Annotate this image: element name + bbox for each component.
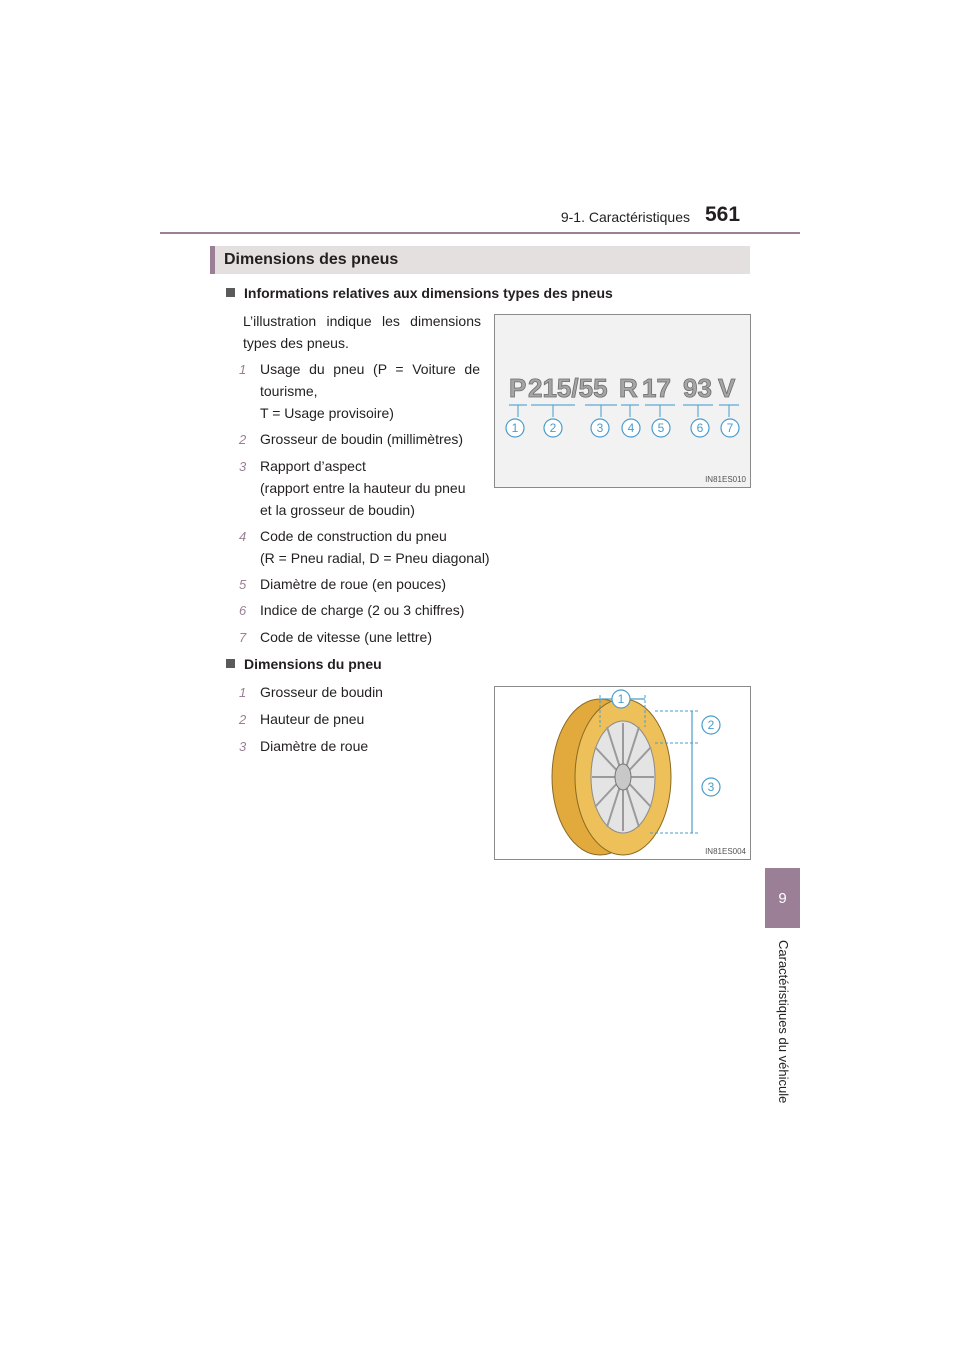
item-number: 4 [239, 529, 247, 544]
item-number: 3 [239, 739, 247, 754]
list-item [260, 626, 432, 648]
figure-tire-dimensions [494, 686, 751, 860]
tire-dimensions-diagram [495, 687, 750, 859]
list-item [260, 573, 446, 595]
square-bullet-icon [226, 659, 235, 668]
item-number: 2 [239, 712, 247, 727]
running-header-section: 9-1. Caractéristiques [560, 209, 690, 225]
list-item: Hauteur de pneu [260, 711, 365, 727]
callout-2: 2 [707, 718, 715, 732]
item-number: 1 [239, 362, 247, 377]
size-rim: 17 [642, 373, 671, 403]
item-number: 5 [239, 577, 247, 592]
list-item-line: T = Usage provisoire) [260, 405, 394, 421]
callout-6: 6 [696, 421, 704, 435]
subheading-tire-size-info [226, 285, 613, 301]
list-item [260, 455, 465, 521]
intro-line: types des pneus. [243, 335, 349, 351]
tire-size-diagram [495, 315, 750, 487]
callout-1: 1 [617, 692, 625, 706]
callout-4: 4 [627, 421, 635, 435]
size-letter-p: P [509, 373, 527, 403]
list-item [260, 599, 464, 621]
section-title-accent [210, 246, 215, 274]
size-letter-r: R [619, 373, 638, 403]
item-number: 6 [239, 603, 247, 618]
callout-1: 1 [511, 421, 519, 435]
list-item [260, 428, 463, 450]
intro-line: L’illustration indique les dimensions [243, 313, 481, 329]
callout-5: 5 [657, 421, 665, 435]
list-item-line: (rapport entre la hauteur du pneu [260, 480, 466, 496]
list-item-line: Code de vitesse (une lettre) [260, 629, 432, 645]
list-item-line: tourisme, [260, 383, 318, 399]
subheading-tire-dimensions [226, 656, 382, 672]
chapter-title: Caractéristiques du véhicule [776, 940, 791, 1104]
list-item-line: Code de construction du pneu [260, 528, 447, 544]
item-number: 7 [239, 630, 247, 645]
square-bullet-icon [226, 288, 235, 297]
item-number: 3 [239, 459, 247, 474]
section-title: Dimensions des pneus [224, 251, 399, 268]
list-item [260, 525, 490, 569]
size-speed: V [718, 373, 736, 403]
callout-3: 3 [707, 780, 715, 794]
figure-code: IN81ES004 [705, 847, 746, 856]
chapter-title-vertical [770, 940, 794, 1120]
subheading-text: Dimensions du pneu [244, 656, 382, 672]
list-item-line: Usage du pneu (P = Voiture de [260, 361, 480, 377]
list-item-line: (R = Pneu radial, D = Pneu diagonal) [260, 550, 490, 566]
list-item-line: Grosseur de boudin (millimètres) [260, 431, 464, 447]
callout-7: 7 [726, 421, 734, 435]
intro-paragraph [243, 310, 481, 354]
list-item-line: Indice de charge (2 ou 3 chiffres) [260, 602, 465, 618]
section-title-bar [210, 246, 750, 274]
item-number: 2 [239, 432, 247, 447]
subheading-text: Informations relatives aux dimensions types des pneus [244, 285, 613, 301]
list-item-line: Diamètre de roue (en pouces) [260, 576, 446, 592]
figure-tire-size-code [494, 314, 751, 488]
callout-2: 2 [549, 421, 557, 435]
size-load: 93 [683, 373, 712, 403]
item-number: 1 [239, 685, 247, 700]
callout-3: 3 [596, 421, 604, 435]
list-item-line: et la grosseur de boudin) [260, 502, 415, 518]
page-number: 561 [705, 203, 741, 226]
figure-code: IN81ES010 [705, 475, 746, 484]
header-rule [160, 232, 800, 234]
size-width-ratio: 215/55 [528, 373, 608, 403]
list-item-line: Rapport d’aspect [260, 458, 366, 474]
list-item [260, 358, 480, 424]
list-item: Grosseur de boudin [260, 684, 383, 700]
chapter-tab: 9 [765, 868, 800, 928]
list-item: Diamètre de roue [260, 738, 369, 754]
